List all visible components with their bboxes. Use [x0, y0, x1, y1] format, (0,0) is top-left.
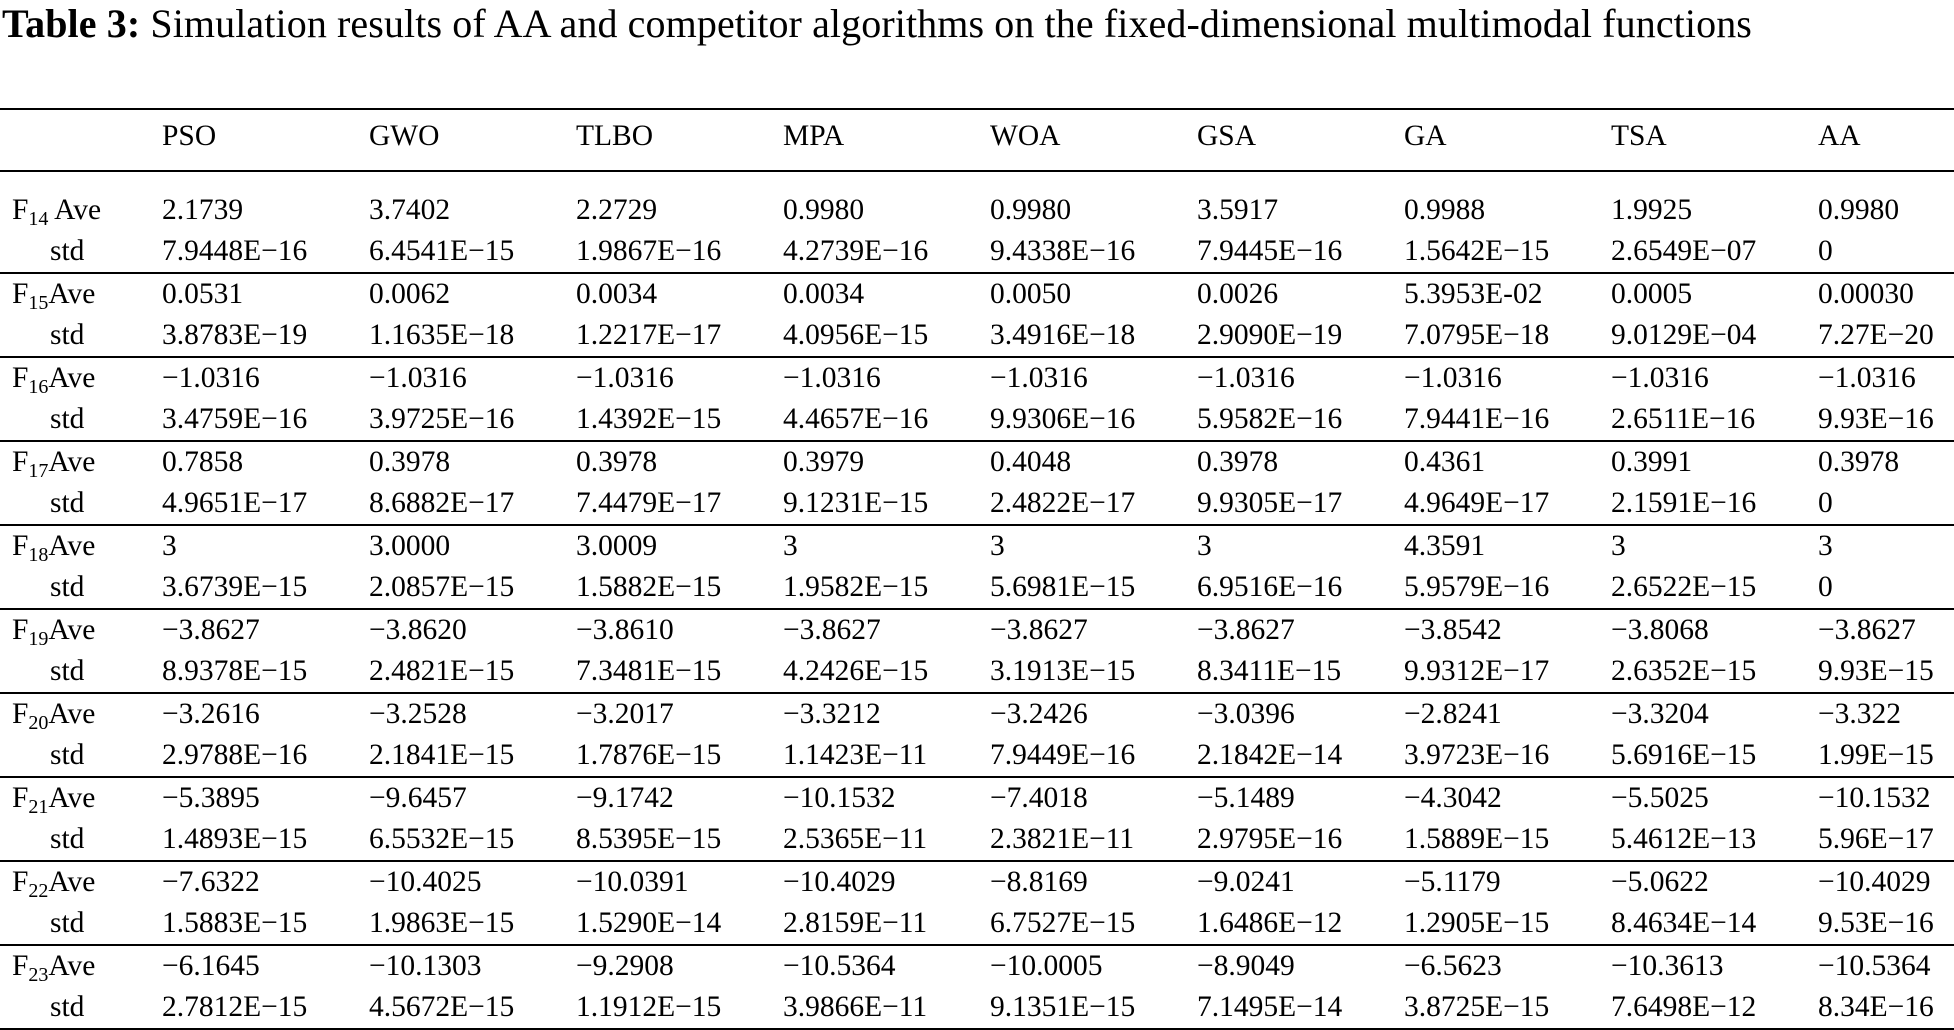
std-cell: 1.99E−15 — [1816, 735, 1954, 777]
std-cell: 4.9649E−17 — [1402, 483, 1609, 525]
std-cell: 3.4759E−16 — [160, 399, 367, 441]
ave-cell: 3.0000 — [369, 530, 451, 562]
std-label: std — [0, 315, 160, 357]
ave-cell: −3.8627 — [1818, 614, 1916, 646]
std-cell: 8.34E−16 — [1816, 987, 1954, 1029]
std-cell: 7.27E−20 — [1816, 315, 1954, 357]
std-cell: 9.1351E−15 — [988, 987, 1195, 1029]
table-row-std-f20 — [0, 735, 1954, 777]
column-header-tsa: TSA — [1609, 109, 1816, 171]
function-label — [0, 357, 160, 399]
ave-cell: −10.1532 — [1818, 782, 1931, 814]
ave-cell: −3.3212 — [783, 698, 881, 730]
ave-cell: −2.8241 — [1404, 698, 1502, 730]
function-label — [0, 693, 160, 735]
ave-cell: −9.1742 — [576, 782, 674, 814]
std-cell: 2.6511E−16 — [1609, 399, 1816, 441]
ave-cell: −3.8610 — [576, 614, 674, 646]
ave-cell: 3 — [1611, 530, 1626, 562]
ave-cell: 0.3978 — [369, 446, 451, 478]
table-row-std-f15 — [0, 315, 1954, 357]
function-label — [0, 609, 160, 651]
std-cell: 9.9312E−17 — [1402, 651, 1609, 693]
ave-cell: −3.3204 — [1611, 698, 1709, 730]
ave-cell: 0.4361 — [1404, 446, 1486, 478]
ave-cell: −3.8627 — [783, 614, 881, 646]
std-cell: 7.4479E−17 — [574, 483, 781, 525]
table-row-ave-f14 — [0, 190, 1954, 231]
ave-cell: −7.6322 — [162, 866, 260, 898]
std-cell: 2.4821E−15 — [367, 651, 574, 693]
std-cell: 1.1635E−18 — [367, 315, 574, 357]
ave-cell: 2.1739 — [162, 194, 244, 226]
ave-cell: −5.1179 — [1404, 866, 1501, 898]
caption-label: Table 3: — [2, 1, 141, 46]
ave-cell: −10.5364 — [783, 950, 896, 982]
std-cell: 5.6916E−15 — [1609, 735, 1816, 777]
std-cell: 6.9516E−16 — [1195, 567, 1402, 609]
std-cell: 1.9582E−15 — [781, 567, 988, 609]
column-header-gsa: GSA — [1195, 109, 1402, 171]
ave-cell: 0.0531 — [162, 278, 244, 310]
ave-cell: −1.0316 — [783, 362, 881, 394]
table-caption — [2, 0, 1952, 48]
ave-cell: −10.5364 — [1818, 950, 1931, 982]
ave-cell: −3.2017 — [576, 698, 674, 730]
ave-cell: 0.9980 — [990, 194, 1072, 226]
ave-cell: −1.0316 — [576, 362, 674, 394]
ave-cell: −1.0316 — [1197, 362, 1295, 394]
std-cell: 2.9795E−16 — [1195, 819, 1402, 861]
ave-cell: −1.0316 — [990, 362, 1088, 394]
std-cell: 7.9449E−16 — [988, 735, 1195, 777]
ave-cell: −3.0396 — [1197, 698, 1295, 730]
std-label: std — [0, 819, 160, 861]
std-cell: 2.6522E−15 — [1609, 567, 1816, 609]
table-row-std-f16 — [0, 399, 1954, 441]
ave-cell: 0.9988 — [1404, 194, 1486, 226]
function-letter: F — [12, 782, 29, 814]
ave-cell: −5.3895 — [162, 782, 260, 814]
ave-cell: 0.0034 — [783, 278, 865, 310]
ave-cell: 3 — [1818, 530, 1833, 562]
std-cell: 1.4893E−15 — [160, 819, 367, 861]
table-row-std-f21 — [0, 819, 1954, 861]
std-cell: 1.2217E−17 — [574, 315, 781, 357]
ave-cell: −10.0005 — [990, 950, 1103, 982]
function-label — [0, 861, 160, 903]
ave-cell: −5.1489 — [1197, 782, 1295, 814]
std-cell: 5.9579E−16 — [1402, 567, 1609, 609]
std-cell: 1.5883E−15 — [160, 903, 367, 945]
ave-cell: −5.5025 — [1611, 782, 1709, 814]
ave-cell: 3 — [1197, 530, 1212, 562]
column-header-woa: WOA — [988, 109, 1195, 171]
table-row-ave-f19 — [0, 609, 1954, 651]
std-cell: 8.5395E−15 — [574, 819, 781, 861]
function-index: 14 — [28, 208, 49, 230]
ave-cell: −6.1645 — [162, 950, 260, 982]
ave-cell: 0.9980 — [1818, 194, 1900, 226]
std-cell: 9.1231E−15 — [781, 483, 988, 525]
std-cell: 9.9305E−17 — [1195, 483, 1402, 525]
ave-cell: −3.2528 — [369, 698, 467, 730]
std-cell: 7.9448E−16 — [160, 231, 367, 273]
std-cell: 0 — [1816, 567, 1954, 609]
ave-cell: −1.0316 — [369, 362, 467, 394]
ave-label: Ave — [48, 278, 96, 310]
ave-cell: −8.9049 — [1197, 950, 1295, 982]
ave-cell: −9.2908 — [576, 950, 674, 982]
std-label: std — [0, 483, 160, 525]
results-table-wrapper — [0, 108, 1954, 1030]
function-letter: F — [12, 194, 29, 226]
function-label — [0, 273, 160, 315]
ave-label: Ave — [48, 950, 96, 982]
function-index: 18 — [28, 544, 49, 566]
ave-cell: −3.8627 — [990, 614, 1088, 646]
ave-label: Ave — [48, 446, 96, 478]
std-cell: 2.7812E−15 — [160, 987, 367, 1029]
function-index: 16 — [28, 376, 49, 398]
function-label — [0, 441, 160, 483]
std-label: std — [0, 567, 160, 609]
std-cell: 1.5642E−15 — [1402, 231, 1609, 273]
table-row-ave-f20 — [0, 693, 1954, 735]
function-label — [0, 525, 160, 567]
std-cell: 1.4392E−15 — [574, 399, 781, 441]
std-cell: 5.4612E−13 — [1609, 819, 1816, 861]
std-cell: 2.0857E−15 — [367, 567, 574, 609]
ave-cell: 0.4048 — [990, 446, 1072, 478]
std-cell: 0 — [1816, 231, 1954, 273]
ave-cell: 3 — [162, 530, 177, 562]
ave-cell: 0.0062 — [369, 278, 451, 310]
function-index: 15 — [28, 292, 49, 314]
ave-cell: −9.6457 — [369, 782, 467, 814]
ave-cell: −7.4018 — [990, 782, 1088, 814]
ave-cell: −3.8068 — [1611, 614, 1709, 646]
ave-cell: 3 — [990, 530, 1005, 562]
std-cell: 1.5882E−15 — [574, 567, 781, 609]
table-row-std-f23 — [0, 987, 1954, 1029]
ave-cell: −10.4025 — [369, 866, 482, 898]
ave-cell: 0.7858 — [162, 446, 244, 478]
std-cell: 3.4916E−18 — [988, 315, 1195, 357]
ave-label: Ave — [48, 698, 96, 730]
ave-cell: 0.3978 — [1818, 446, 1900, 478]
std-cell: 2.1591E−16 — [1609, 483, 1816, 525]
std-label: std — [0, 903, 160, 945]
ave-cell: −3.322 — [1818, 698, 1902, 730]
std-cell: 7.0795E−18 — [1402, 315, 1609, 357]
std-cell: 1.5290E−14 — [574, 903, 781, 945]
column-header-tlbo: TLBO — [574, 109, 781, 171]
std-cell: 8.9378E−15 — [160, 651, 367, 693]
ave-cell: −1.0316 — [162, 362, 260, 394]
ave-cell: 0.3978 — [1197, 446, 1279, 478]
std-cell: 6.4541E−15 — [367, 231, 574, 273]
function-index: 19 — [28, 628, 49, 650]
function-letter: F — [12, 278, 29, 310]
ave-cell: −10.3613 — [1611, 950, 1724, 982]
std-cell: 7.9445E−16 — [1195, 231, 1402, 273]
table-row-ave-f23 — [0, 945, 1954, 987]
ave-cell: 0.0005 — [1611, 278, 1693, 310]
std-cell: 7.1495E−14 — [1195, 987, 1402, 1029]
ave-label: Ave — [48, 530, 96, 562]
std-cell: 1.6486E−12 — [1195, 903, 1402, 945]
ave-label: Ave — [48, 866, 96, 898]
std-label: std — [0, 987, 160, 1029]
ave-cell: −9.0241 — [1197, 866, 1295, 898]
ave-cell: 0.3978 — [576, 446, 658, 478]
std-cell: 2.8159E−11 — [781, 903, 988, 945]
ave-cell: −6.5623 — [1404, 950, 1502, 982]
std-label: std — [0, 399, 160, 441]
function-label — [0, 190, 160, 231]
function-index: 23 — [28, 964, 49, 986]
std-cell: 2.1842E−14 — [1195, 735, 1402, 777]
ave-cell: −3.8542 — [1404, 614, 1502, 646]
ave-cell: −10.4029 — [1818, 866, 1931, 898]
std-cell: 3.8783E−19 — [160, 315, 367, 357]
ave-cell: 3.5917 — [1197, 194, 1279, 226]
column-header-pso: PSO — [160, 109, 367, 171]
function-letter: F — [12, 614, 29, 646]
std-cell: 7.9441E−16 — [1402, 399, 1609, 441]
table-row-ave-f17 — [0, 441, 1954, 483]
table-row-std-f19 — [0, 651, 1954, 693]
ave-cell: −5.0622 — [1611, 866, 1709, 898]
std-cell: 4.4657E−16 — [781, 399, 988, 441]
std-cell: 1.2905E−15 — [1402, 903, 1609, 945]
ave-cell: 3 — [783, 530, 798, 562]
std-cell: 2.4822E−17 — [988, 483, 1195, 525]
ave-cell: −10.1532 — [783, 782, 896, 814]
ave-cell: 4.3591 — [1404, 530, 1486, 562]
ave-cell: −1.0316 — [1404, 362, 1502, 394]
std-label: std — [0, 735, 160, 777]
function-letter: F — [12, 950, 29, 982]
std-cell: 8.3411E−15 — [1195, 651, 1402, 693]
std-cell: 2.3821E−11 — [988, 819, 1195, 861]
function-index: 17 — [28, 460, 49, 482]
ave-label: Ave — [48, 194, 102, 226]
ave-cell: 0.3979 — [783, 446, 865, 478]
ave-cell: −10.1303 — [369, 950, 482, 982]
table-body — [0, 190, 1954, 1029]
results-table — [0, 108, 1954, 1030]
std-cell: 3.1913E−15 — [988, 651, 1195, 693]
column-header-mpa: MPA — [781, 109, 988, 171]
std-cell: 3.9725E−16 — [367, 399, 574, 441]
std-cell: 2.9090E−19 — [1195, 315, 1402, 357]
ave-cell: −10.0391 — [576, 866, 689, 898]
std-cell: 2.5365E−11 — [781, 819, 988, 861]
ave-label: Ave — [48, 614, 96, 646]
std-cell: 7.3481E−15 — [574, 651, 781, 693]
std-cell: 6.5532E−15 — [367, 819, 574, 861]
ave-cell: −4.3042 — [1404, 782, 1502, 814]
ave-label: Ave — [48, 782, 96, 814]
ave-label: Ave — [48, 362, 96, 394]
std-label: std — [0, 651, 160, 693]
function-letter: F — [12, 362, 29, 394]
function-letter: F — [12, 866, 29, 898]
std-cell: 4.5672E−15 — [367, 987, 574, 1029]
std-cell: 5.9582E−16 — [1195, 399, 1402, 441]
std-cell: 2.9788E−16 — [160, 735, 367, 777]
ave-cell: 2.2729 — [576, 194, 658, 226]
std-cell: 4.2739E−16 — [781, 231, 988, 273]
std-cell: 9.0129E−04 — [1609, 315, 1816, 357]
ave-cell: −10.4029 — [783, 866, 896, 898]
ave-cell: −1.0316 — [1611, 362, 1709, 394]
column-header-aa: AA — [1816, 109, 1954, 171]
ave-cell: −3.2426 — [990, 698, 1088, 730]
std-cell: 9.93E−16 — [1816, 399, 1954, 441]
function-label — [0, 945, 160, 987]
table-row-ave-f16 — [0, 357, 1954, 399]
std-cell: 9.9306E−16 — [988, 399, 1195, 441]
std-label: std — [0, 231, 160, 273]
function-index: 20 — [28, 712, 49, 734]
std-cell: 1.9863E−15 — [367, 903, 574, 945]
std-cell: 5.6981E−15 — [988, 567, 1195, 609]
ave-cell: 0.0026 — [1197, 278, 1279, 310]
function-letter: F — [12, 698, 29, 730]
header-corner — [0, 109, 160, 171]
std-cell: 8.6882E−17 — [367, 483, 574, 525]
std-cell: 3.9723E−16 — [1402, 735, 1609, 777]
ave-cell: −1.0316 — [1818, 362, 1916, 394]
std-cell: 9.93E−15 — [1816, 651, 1954, 693]
header-row — [0, 109, 1954, 171]
std-cell: 4.2426E−15 — [781, 651, 988, 693]
std-cell: 2.6352E−15 — [1609, 651, 1816, 693]
std-cell: 9.4338E−16 — [988, 231, 1195, 273]
std-cell: 3.8725E−15 — [1402, 987, 1609, 1029]
std-cell: 2.6549E−07 — [1609, 231, 1816, 273]
function-index: 21 — [28, 796, 49, 818]
std-cell: 9.53E−16 — [1816, 903, 1954, 945]
function-letter: F — [12, 530, 29, 562]
std-cell: 0 — [1816, 483, 1954, 525]
std-cell: 1.1423E−11 — [781, 735, 988, 777]
ave-cell: 1.9925 — [1611, 194, 1693, 226]
ave-cell: −3.2616 — [162, 698, 260, 730]
ave-cell: 0.00030 — [1818, 278, 1914, 310]
table-row-ave-f21 — [0, 777, 1954, 819]
ave-cell: 0.9980 — [783, 194, 865, 226]
ave-cell: −3.8627 — [162, 614, 260, 646]
function-index: 22 — [28, 880, 49, 902]
table-row-ave-f22 — [0, 861, 1954, 903]
ave-cell: 5.3953E-02 — [1404, 278, 1543, 310]
std-cell: 5.96E−17 — [1816, 819, 1954, 861]
ave-cell: −3.8627 — [1197, 614, 1295, 646]
column-header-ga: GA — [1402, 109, 1609, 171]
std-cell: 7.6498E−12 — [1609, 987, 1816, 1029]
std-cell: 1.1912E−15 — [574, 987, 781, 1029]
caption-text: Simulation results of AA and competitor algorithms on the fixed-dimensional multimodal functions — [140, 1, 1752, 46]
table-row-ave-f18 — [0, 525, 1954, 567]
std-cell: 4.9651E−17 — [160, 483, 367, 525]
column-header-gwo: GWO — [367, 109, 574, 171]
std-cell: 3.9866E−11 — [781, 987, 988, 1029]
std-cell: 6.7527E−15 — [988, 903, 1195, 945]
std-cell: 4.0956E−15 — [781, 315, 988, 357]
table-row-ave-f15 — [0, 273, 1954, 315]
function-label — [0, 777, 160, 819]
function-letter: F — [12, 446, 29, 478]
std-cell: 8.4634E−14 — [1609, 903, 1816, 945]
table-row-std-f14 — [0, 231, 1954, 273]
std-cell: 1.9867E−16 — [574, 231, 781, 273]
ave-cell: 0.0034 — [576, 278, 658, 310]
std-cell: 2.1841E−15 — [367, 735, 574, 777]
ave-cell: 0.0050 — [990, 278, 1072, 310]
table-row-std-f17 — [0, 483, 1954, 525]
std-cell: 1.5889E−15 — [1402, 819, 1609, 861]
std-cell: 1.7876E−15 — [574, 735, 781, 777]
ave-cell: −3.8620 — [369, 614, 467, 646]
std-cell: 3.6739E−15 — [160, 567, 367, 609]
ave-cell: 3.0009 — [576, 530, 658, 562]
ave-cell: 0.3991 — [1611, 446, 1693, 478]
table-row-std-f18 — [0, 567, 1954, 609]
ave-cell: 3.7402 — [369, 194, 451, 226]
table-row-std-f22 — [0, 903, 1954, 945]
ave-cell: −8.8169 — [990, 866, 1088, 898]
